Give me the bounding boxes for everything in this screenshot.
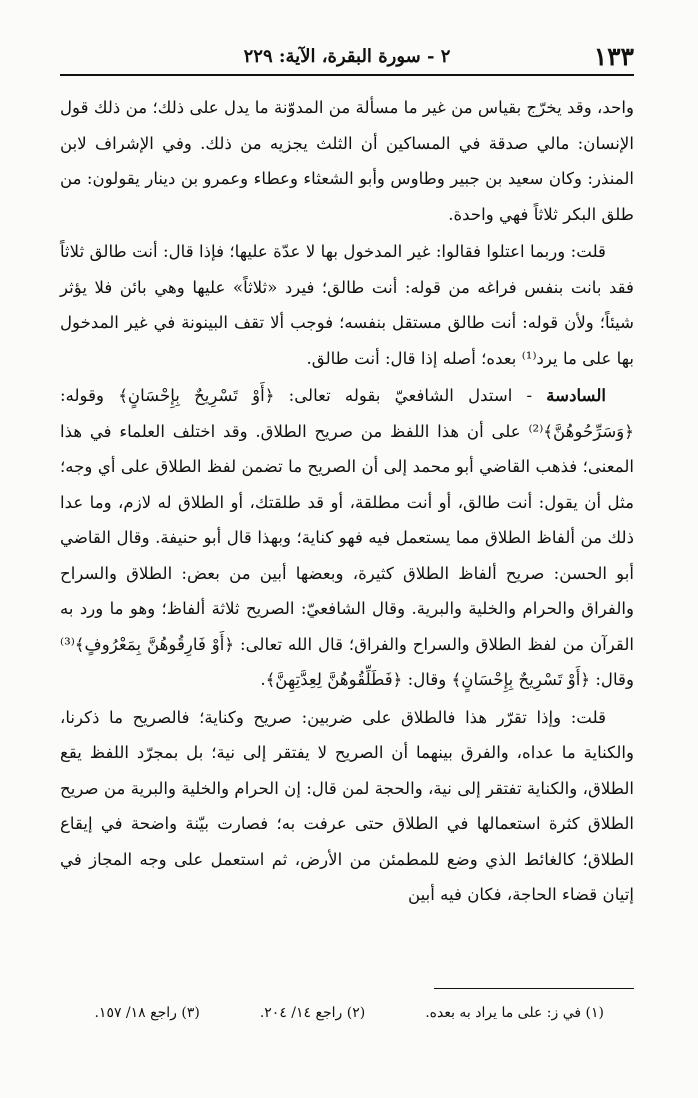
paragraph-text: واحد، وقد يخرّج بقياس من غير ما مسألة من المدوّنة ما يدل على ذلك؛ من ذلك قول الإنسان: مالي صدقة في المساكين أن الثلث يجزيه من ذلك. وفي الإشراف لابن المنذر: وكان سعيد بن جبير وطاوس وأبو الشعثاء وعطاء وعمرو بن دينار يقولون: من طلق البكر ثلاثاً فهي واحدة. xyxy=(60,98,634,224)
running-title: ٢ - سورة البقرة، الآية: ٢٢٩ xyxy=(243,46,451,67)
section-keyword: السادسة xyxy=(546,385,606,405)
paragraph-text: قلت: وربما اعتلوا فقالوا: غير المدخول بها لا عدّة عليها؛ فإذا قال: أنت طالق ثلاثاً فقد بانت بنفس فراغه من قوله: أنت طالق؛ فيرد «ثلاثاً» عليها وهي بائن فلا يؤثر شيئاً؛ ولأن قوله: أنت طالق مستقل بنفسه؛ فوجب ألا تقف البينونة في غير المدخول بها على ما يرد⁽¹⁾ بعده؛ أصله إذا قال: أنت طالق. xyxy=(60,242,634,368)
page-header xyxy=(60,40,634,76)
footnotes xyxy=(60,1000,634,1026)
paragraph-2 xyxy=(60,234,634,376)
paragraph-1 xyxy=(60,90,634,232)
paragraph-4 xyxy=(60,700,634,913)
footnote-divider xyxy=(434,988,634,989)
footnote-2: (٢) راجع ١٤/ ٢٠٤. xyxy=(259,1005,366,1021)
footnote-1: (١) في ز: على ما يراد به بعده. xyxy=(425,1005,604,1021)
body-text xyxy=(60,90,634,915)
page-number: ١٣٣ xyxy=(593,42,634,71)
paragraph-text: - استدل الشافعيّ بقوله تعالى: ﴿أَوْ تَسْرِيحٌ بِإِحْسَانٍ﴾ وقوله: ﴿وَسَرِّحُوهُنَّ﴾⁽²⁾ على أن هذا اللفظ من صريح الطلاق. وقد اختلف العلماء في هذا المعنى؛ فذهب القاضي أبو محمد إلى أن الصريح ما تضمن لفظ الطلاق على أي وجه؛ مثل أن يقول: أنت طالق، أو أنت مطلقة، أو قد طلقتك، أو الطلاق له لازم، وما عدا ذلك من ألفاظ الطلاق مما يستعمل فيه فهو كناية؛ وبهذا قال أبو حنيفة. وقال القاضي أبو الحسن: صريح ألفاظ الطلاق كثيرة، وبعضها أبين من بعض: الطلاق والسراح والفراق والحرام والخلية والبرية. وقال الشافعيّ: الصريح ثلاثة ألفاظ؛ وهو ما ورد به القرآن من لفظ الطلاق والسراح والفراق؛ قال الله تعالى: ﴿أَوْ فَارِقُوهُنَّ بِمَعْرُوفٍ﴾⁽³⁾ وقال: ﴿أَوْ تَسْرِيحٌ بِإِحْسَانٍ﴾ وقال: ﴿فَطَلِّقُوهُنَّ لِعِدَّتِهِنَّ﴾. xyxy=(60,386,634,689)
footnote-3: (٣) راجع ١٨/ ١٥٧. xyxy=(94,1005,200,1021)
paragraph-3 xyxy=(60,378,634,698)
paragraph-text: قلت: وإذا تقرّر هذا فالطلاق على ضربين: صريح وكناية؛ فالصريح ما ذكرنا، والكناية ما عداه، والفرق بينهما أن الصريح لا يفتقر إلى نية؛ بل بمجرّد اللفظ يقع الطلاق، والكناية تفتقر إلى نية، والحجة لمن قال: إن الحرام والخلية والبرية من صريح الطلاق كثرة استعمالها في الطلاق حتى عرفت به؛ فصارت بيّنة واضحة في إيقاع الطلاق؛ كالغائط الذي وضع للمطمئن من الأرض، ثم استعمل على وجه المجاز في إتيان قضاء الحاجة، فكان فيه أبين xyxy=(60,707,634,904)
